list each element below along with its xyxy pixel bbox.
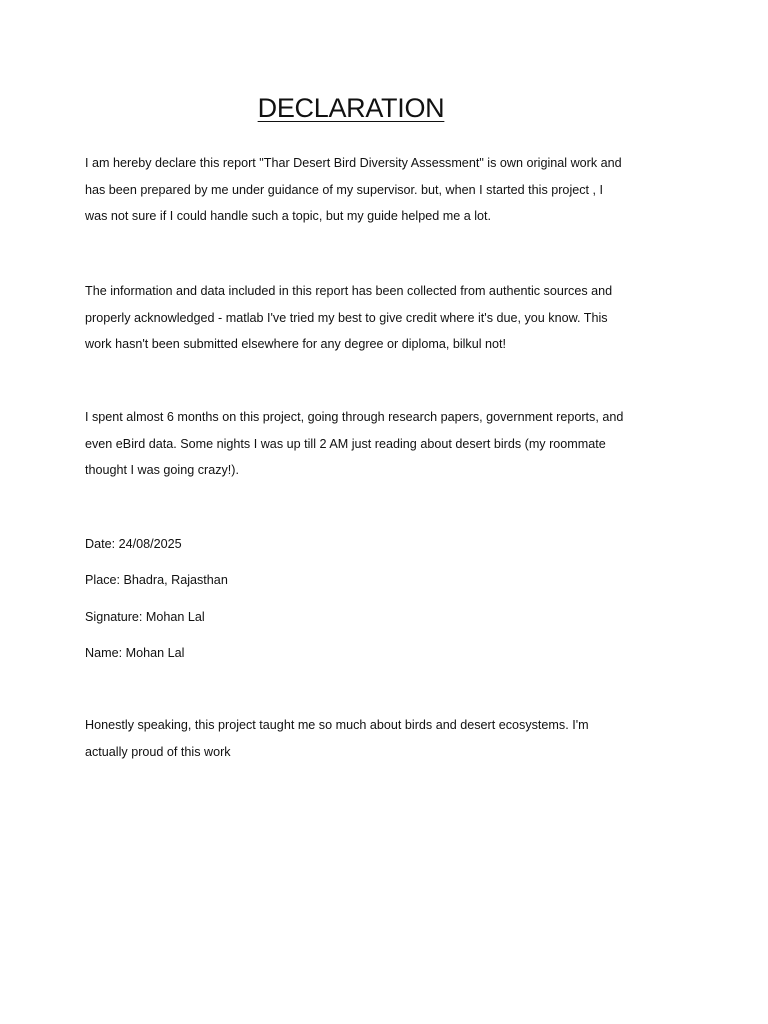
name-field: Name: Mohan Lal	[85, 646, 185, 660]
declaration-paragraph-3: I spent almost 6 months on this project, going through research papers, government reports, and even eBird data. Some nights I was up till 2 AM just reading about desert birds (my roommate thought I was going crazy!).	[85, 410, 624, 478]
signature-field: Signature: Mohan Lal	[85, 610, 205, 624]
place-field: Place: Bhadra, Rajasthan	[85, 573, 228, 587]
closing-paragraph: Honestly speaking, this project taught me so much about birds and desert ecosystems. I'm actually proud of this work	[85, 718, 589, 759]
declaration-paragraph-1: I am hereby declare this report "Thar Desert Bird Diversity Assessment" is own original work and has been prepared by me under guidance of my supervisor. but, when I started this project , I was not sure if I could handle such a topic, but my guide helped me a lot.	[85, 156, 622, 224]
page-title: DECLARATION	[257, 93, 445, 123]
declaration-paragraph-2: The information and data included in this report has been collected from authentic sources and properly acknowledged - matlab I've tried my best to give credit where it's due, you know. This work hasn't been submitted elsewhere for any degree or diploma, bilkul not!	[85, 284, 613, 352]
date-field: Date: 24/08/2025	[85, 537, 182, 551]
